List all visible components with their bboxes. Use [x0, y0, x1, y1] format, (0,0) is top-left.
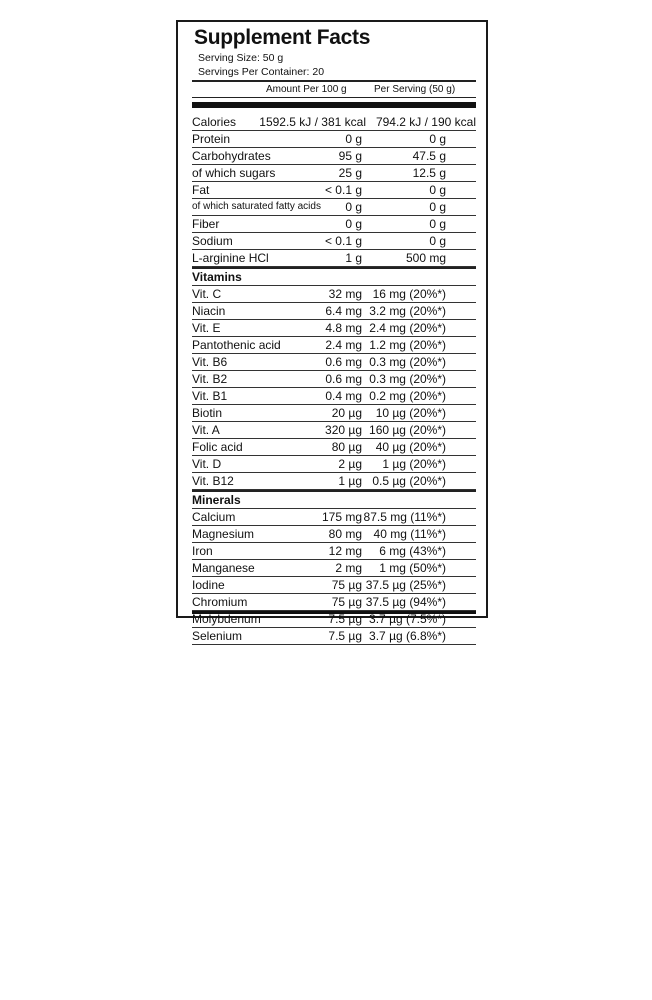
row-name: Molybdenum	[192, 612, 261, 626]
row-per100: 0 g	[345, 217, 362, 231]
servings-per-container: Servings Per Container: 20	[198, 66, 325, 78]
row-per-serving: 160 µg (20%*)	[369, 423, 446, 437]
table-row	[192, 286, 476, 303]
row-per-serving: 40 mg (11%*)	[373, 527, 446, 541]
row-name: Vit. B2	[192, 372, 228, 386]
row-name: Iron	[192, 544, 213, 558]
row-per-serving: 3.7 µg (6.8%*)	[369, 629, 446, 643]
row-per-serving: 16 mg (20%*)	[372, 287, 446, 301]
row-name: Selenium	[192, 629, 243, 643]
row-per-serving: 40 µg (20%*)	[375, 440, 446, 454]
row-name: Sodium	[192, 234, 233, 248]
row-per100: 1592.5 kJ / 381 kcal	[259, 115, 366, 129]
row-per-serving: 0 g	[429, 217, 446, 231]
row-per100: 1 µg	[338, 474, 362, 488]
table-row	[192, 543, 476, 560]
section-heading-label: Vitamins	[192, 270, 242, 284]
row-per-serving: 0 g	[429, 183, 446, 197]
row-name: Vit. D	[192, 457, 222, 471]
row-per100: 0 g	[345, 132, 362, 146]
row-name: Folic acid	[192, 440, 243, 454]
row-per100: 7.5 µg	[328, 612, 362, 626]
label-title: Supplement Facts	[194, 26, 371, 49]
row-per-serving: 47.5 g	[412, 149, 446, 163]
table-row	[192, 250, 476, 267]
row-per100: 7.5 µg	[328, 629, 362, 643]
row-per-serving: 1.2 mg (20%*)	[369, 338, 446, 352]
table-row	[192, 509, 476, 526]
supplement-facts-label	[176, 20, 488, 643]
row-name: Vit. A	[192, 423, 220, 437]
col-serving-header: Per Serving (50 g)	[374, 84, 456, 95]
row-per100: 75 µg	[331, 578, 362, 592]
table-row	[192, 131, 476, 148]
row-per100: 4.8 mg	[325, 321, 362, 335]
row-per-serving: 37.5 µg (25%*)	[365, 578, 446, 592]
row-name: Vit. B1	[192, 389, 228, 403]
table-row	[192, 594, 476, 611]
table-row	[192, 439, 476, 456]
row-per100: 0.4 mg	[325, 389, 362, 403]
table-row	[192, 371, 476, 388]
table-row	[192, 320, 476, 337]
table-row	[192, 526, 476, 543]
row-per-serving: 12.5 g	[412, 166, 446, 180]
row-per100: 2.4 mg	[325, 338, 362, 352]
row-name: Fat	[192, 183, 210, 197]
row-per-serving: 500 mg	[405, 251, 446, 265]
row-name: Calcium	[192, 510, 236, 524]
row-per100: 80 mg	[328, 527, 362, 541]
row-name: L-arginine HCl	[192, 251, 269, 265]
section-heading	[192, 490, 476, 509]
col-amount-header: Amount Per 100 g	[266, 84, 347, 95]
row-name: Niacin	[192, 304, 226, 318]
row-per100: 0.6 mg	[325, 355, 362, 369]
row-per-serving: 37.5 µg (94%*)	[365, 595, 446, 609]
thick-divider	[192, 102, 476, 108]
row-per100: 80 µg	[331, 440, 362, 454]
row-name: Manganese	[192, 561, 255, 575]
row-per-serving: 794.2 kJ / 190 kcal	[375, 115, 476, 129]
table-row	[192, 456, 476, 473]
row-name: Iodine	[192, 578, 225, 592]
section-heading	[192, 267, 476, 286]
row-per-serving: 0.5 µg (20%*)	[372, 474, 446, 488]
row-per-serving: 1 µg (20%*)	[382, 457, 446, 471]
row-per100: 175 mg	[321, 510, 362, 524]
table-row	[192, 303, 476, 320]
bottom-divider	[192, 611, 476, 614]
table-row	[192, 354, 476, 371]
row-per-serving: 0 g	[429, 200, 446, 214]
table-row	[192, 422, 476, 439]
row-name: Magnesium	[192, 527, 255, 541]
row-per-serving: 3.7 µg (7.5%*)	[369, 612, 446, 626]
row-name: of which saturated fatty acids	[192, 201, 321, 212]
row-per100: < 0.1 g	[324, 234, 362, 248]
row-per-serving: 0.3 mg (20%*)	[369, 372, 446, 386]
row-per100: 25 g	[338, 166, 362, 180]
table-row	[192, 199, 476, 216]
row-per100: 2 µg	[338, 457, 362, 471]
table-row	[192, 577, 476, 594]
calories-row	[192, 114, 476, 131]
row-per-serving: 0 g	[429, 234, 446, 248]
row-per-serving: 10 µg (20%*)	[375, 406, 446, 420]
table-row	[192, 405, 476, 422]
row-name: Vit. E	[192, 321, 221, 335]
row-per-serving: 3.2 mg (20%*)	[369, 304, 446, 318]
row-name: Pantothenic acid	[192, 338, 281, 352]
table-row	[192, 628, 476, 645]
table-row	[192, 216, 476, 233]
row-per-serving: 2.4 mg (20%*)	[369, 321, 446, 335]
column-header	[192, 80, 476, 98]
row-name: of which sugars	[192, 166, 276, 180]
row-per100: 20 µg	[331, 406, 362, 420]
row-per-serving: 1 mg (50%*)	[379, 561, 446, 575]
row-per100: 6.4 mg	[325, 304, 362, 318]
row-per100: 320 µg	[325, 423, 362, 437]
row-name: Carbohydrates	[192, 149, 271, 163]
row-name: Vit. B12	[192, 474, 234, 488]
table-row	[192, 337, 476, 354]
row-per100: 32 mg	[328, 287, 362, 301]
row-name: Vit. B6	[192, 355, 228, 369]
row-name: Biotin	[192, 406, 223, 420]
table-row	[192, 182, 476, 199]
row-per100: 0.6 mg	[325, 372, 362, 386]
row-per100: 12 mg	[328, 544, 362, 558]
serving-size: Serving Size: 50 g	[198, 52, 284, 64]
row-per-serving: 0.3 mg (20%*)	[369, 355, 446, 369]
table-row	[192, 148, 476, 165]
table-row	[192, 560, 476, 577]
row-per-serving: 6 mg (43%*)	[379, 544, 446, 558]
row-per100: 95 g	[338, 149, 362, 163]
row-name: Fiber	[192, 217, 220, 231]
table-row	[192, 388, 476, 405]
row-per100: 75 µg	[331, 595, 362, 609]
row-name: Protein	[192, 132, 231, 146]
row-per100: 1 g	[345, 251, 362, 265]
row-name: Calories	[192, 115, 237, 129]
table-row	[192, 165, 476, 182]
section-heading-label: Minerals	[192, 493, 241, 507]
facts-table	[192, 114, 476, 645]
row-per-serving: 0.2 mg (20%*)	[369, 389, 446, 403]
row-per-serving: 0 g	[429, 132, 446, 146]
row-per-serving: 87.5 mg (11%*)	[363, 510, 446, 524]
row-name: Vit. C	[192, 287, 222, 301]
table-row	[192, 233, 476, 250]
row-name: Chromium	[192, 595, 248, 609]
row-per100: 0 g	[345, 200, 362, 214]
table-row	[192, 473, 476, 490]
row-per100: 2 mg	[335, 561, 362, 575]
row-per100: < 0.1 g	[324, 183, 362, 197]
